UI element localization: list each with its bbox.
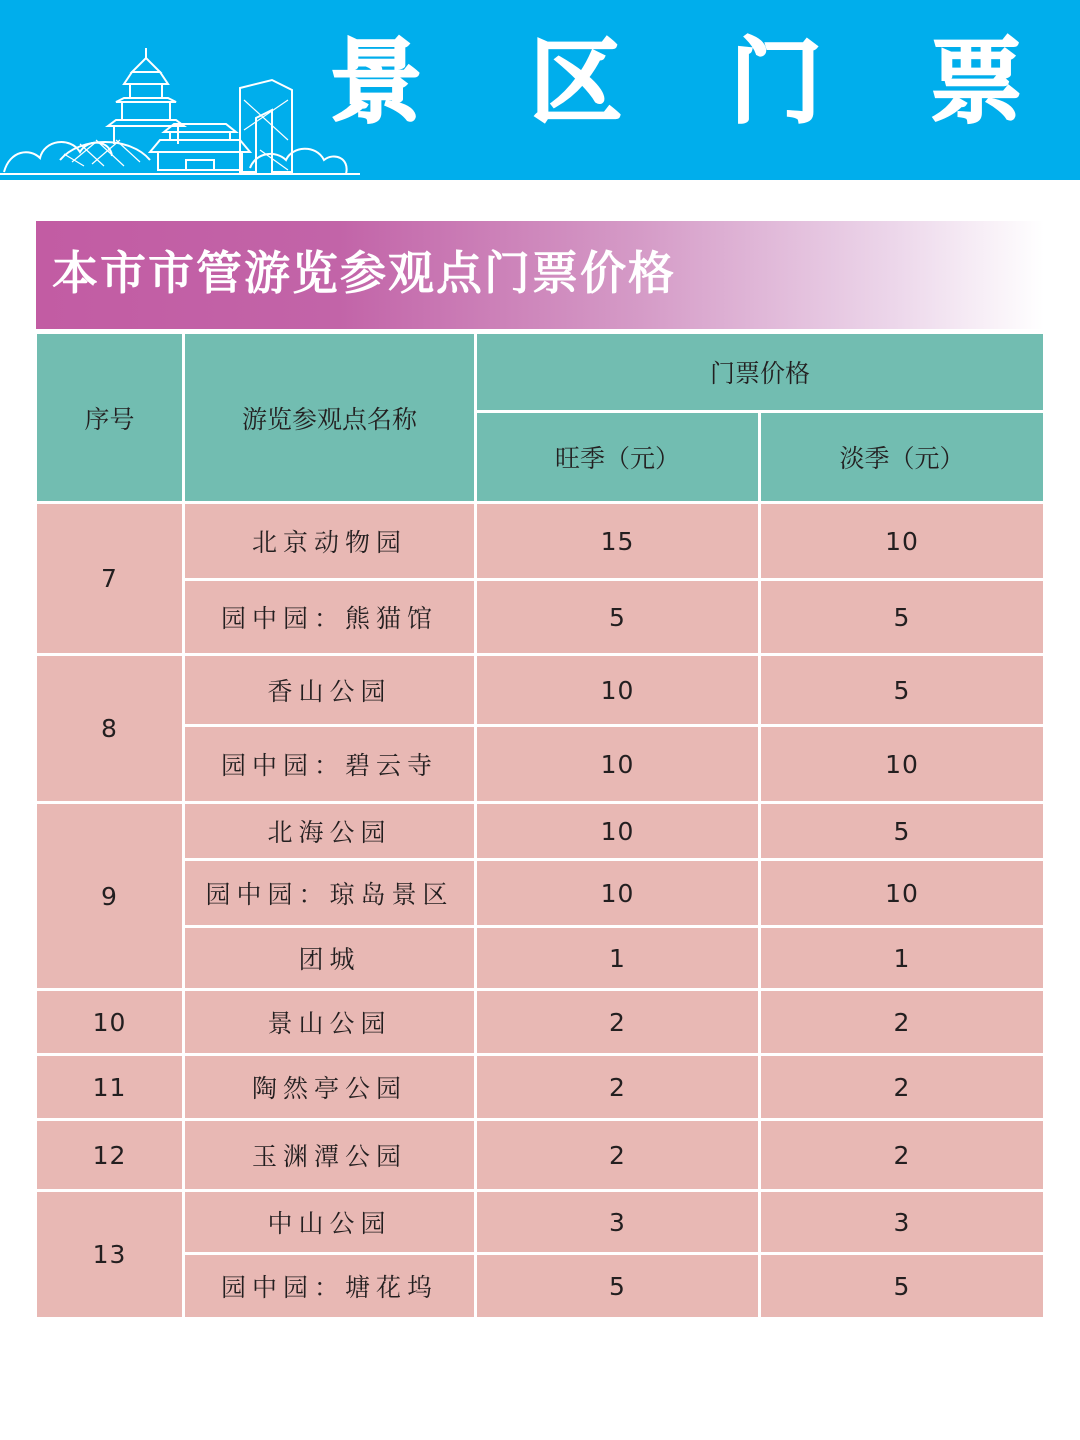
peak-price: 10 [477,861,758,925]
top-banner [0,0,1080,180]
peak-price: 2 [477,1121,758,1189]
table-row [37,656,1043,724]
table-row [37,504,1043,578]
site-name: 玉渊潭公园 [185,1121,474,1189]
site-name: 中山公园 [185,1192,474,1252]
peak-price: 5 [477,581,758,653]
site-name: 香山公园 [185,656,474,724]
site-name: 景山公园 [185,991,474,1053]
table-row [37,804,1043,858]
site-name: 陶然亭公园 [185,1056,474,1118]
section-title: 本市市管游览参观点门票价格 [52,246,676,300]
peak-price: 1 [477,928,758,988]
table-row [37,727,1043,801]
table-row [37,861,1043,925]
off-peak-price: 2 [761,1121,1043,1189]
beijing-landmarks-illustration [0,40,360,180]
peak-price: 3 [477,1192,758,1252]
off-peak-price: 5 [761,804,1043,858]
header-price-group: 门票价格 [477,334,1043,410]
off-peak-price: 10 [761,504,1043,578]
header-off-peak: 淡季（元） [761,413,1043,501]
peak-price: 10 [477,727,758,801]
off-peak-price: 1 [761,928,1043,988]
table-row [37,1121,1043,1189]
table-body [37,504,1043,1317]
section-header [36,221,1044,329]
site-name: 北海公园 [185,804,474,858]
site-name: 园中园：塘花坞 [185,1255,474,1317]
peak-price: 10 [477,804,758,858]
row-index: 10 [37,991,182,1053]
off-peak-price: 5 [761,1255,1043,1317]
peak-price: 2 [477,991,758,1053]
header-index: 序号 [37,334,182,501]
off-peak-price: 10 [761,861,1043,925]
peak-price: 15 [477,504,758,578]
row-index: 7 [37,504,182,653]
site-name: 园中园：熊猫馆 [185,581,474,653]
table-row [37,1192,1043,1252]
row-index: 9 [37,804,182,988]
site-name: 园中园：碧云寺 [185,727,474,801]
header-peak: 旺季（元） [477,413,758,501]
table-row [37,991,1043,1053]
table-row [37,928,1043,988]
peak-price: 10 [477,656,758,724]
off-peak-price: 3 [761,1192,1043,1252]
off-peak-price: 5 [761,656,1043,724]
off-peak-price: 10 [761,727,1043,801]
off-peak-price: 5 [761,581,1043,653]
site-name: 北京动物园 [185,504,474,578]
table-row [37,581,1043,653]
header-name: 游览参观点名称 [185,334,474,501]
row-index: 8 [37,656,182,801]
site-name: 团城 [185,928,474,988]
row-index: 11 [37,1056,182,1118]
banner-title: 景 区 门 票 [330,29,1061,136]
ticket-price-table [34,331,1046,1320]
table-row [37,1255,1043,1317]
peak-price: 2 [477,1056,758,1118]
site-name: 园中园：琼岛景区 [185,861,474,925]
table-row [37,1056,1043,1118]
row-index: 12 [37,1121,182,1189]
peak-price: 5 [477,1255,758,1317]
table-header [37,334,1043,501]
off-peak-price: 2 [761,991,1043,1053]
row-index: 13 [37,1192,182,1317]
off-peak-price: 2 [761,1056,1043,1118]
